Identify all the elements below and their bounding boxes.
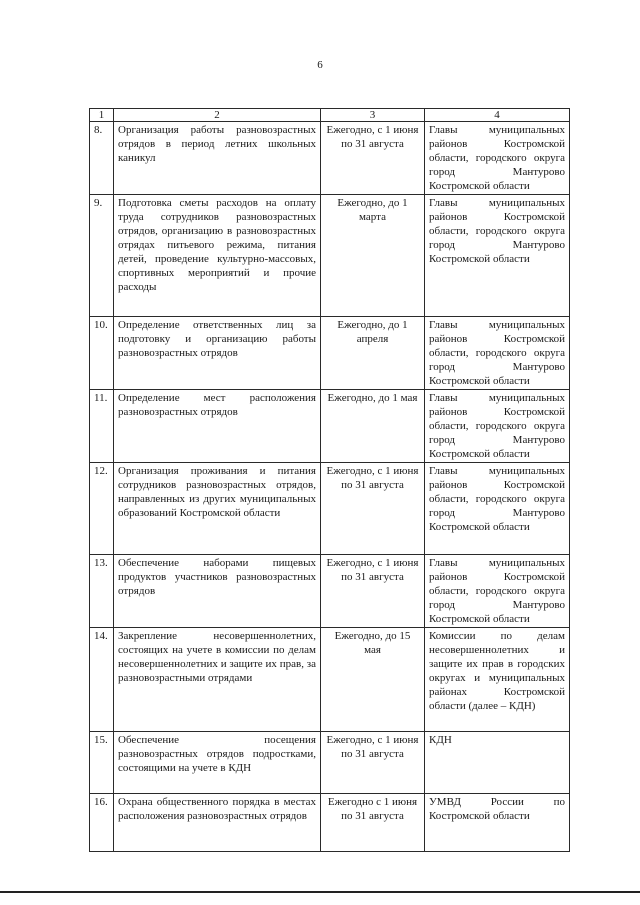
table-row <box>90 122 570 195</box>
row-description: Определение ответственных лиц за подготовку и организацию работы разновозрастных отрядов <box>114 317 321 390</box>
row-deadline: Ежегодно, с 1 июня по 31 августа <box>321 463 425 555</box>
row-responsible: УМВД России по Костромской области <box>425 794 570 852</box>
row-deadline: Ежегодно, с 1 июня по 31 августа <box>321 122 425 195</box>
row-description: Определение мест расположения разновозрастных отрядов <box>114 390 321 463</box>
row-responsible: Главы муниципальных районов Костромской области, городского округа город Мантурово Костромской области <box>425 390 570 463</box>
row-description: Охрана общественного порядка в местах расположения разновозрастных отрядов <box>114 794 321 852</box>
bottom-rule <box>0 891 640 893</box>
header-cell-2: 2 <box>114 109 321 122</box>
row-deadline: Ежегодно, до 15 мая <box>321 628 425 732</box>
row-number: 13. <box>90 555 114 628</box>
row-responsible: Комиссии по делам несовершеннолетних и защите их прав в городских округах и муниципальных районах Костромской области (далее – КДН) <box>425 628 570 732</box>
row-description: Обеспечение посещения разновозрастных отрядов подростками, состоящими на учете в КДН <box>114 732 321 794</box>
row-number: 14. <box>90 628 114 732</box>
row-deadline: Ежегодно, до 1 мая <box>321 390 425 463</box>
row-number: 10. <box>90 317 114 390</box>
table-row <box>90 317 570 390</box>
row-responsible: Главы муниципальных районов Костромской области, городского округа город Мантурово Костромской области <box>425 463 570 555</box>
row-responsible: Главы муниципальных районов Костромской области, городского округа город Мантурово Костромской области <box>425 122 570 195</box>
plan-table <box>89 108 570 852</box>
table-row <box>90 732 570 794</box>
row-number: 12. <box>90 463 114 555</box>
row-deadline: Ежегодно, до 1 апреля <box>321 317 425 390</box>
row-number: 8. <box>90 122 114 195</box>
row-description: Обеспечение наборами пищевых продуктов участников разновозрастных отрядов <box>114 555 321 628</box>
row-responsible: Главы муниципальных районов Костромской области, городского округа город Мантурово Костромской области <box>425 555 570 628</box>
row-responsible: Главы муниципальных районов Костромской области, городского округа город Мантурово Костромской области <box>425 317 570 390</box>
row-deadline: Ежегодно с 1 июня по 31 августа <box>321 794 425 852</box>
header-cell-3: 3 <box>321 109 425 122</box>
row-deadline: Ежегодно, с 1 июня по 31 августа <box>321 555 425 628</box>
row-deadline: Ежегодно, до 1 марта <box>321 195 425 317</box>
row-number: 9. <box>90 195 114 317</box>
row-responsible: КДН <box>425 732 570 794</box>
row-description: Организация проживания и питания сотрудников разновозрастных отрядов, направленных из других муниципальных образований Костромской области <box>114 463 321 555</box>
header-cell-4: 4 <box>425 109 570 122</box>
row-deadline: Ежегодно, с 1 июня по 31 августа <box>321 732 425 794</box>
table-row <box>90 628 570 732</box>
table-header-row <box>90 109 570 122</box>
page-number: 6 <box>317 59 323 71</box>
table-row <box>90 555 570 628</box>
table-row <box>90 390 570 463</box>
row-description: Подготовка сметы расходов на оплату труда сотрудников разновозрастных отрядов, организацию в разновозрастных отрядах питьевого режима, питания детей, проведение культурно-массовых, спортивных мероприятий и прочие расходы <box>114 195 321 317</box>
row-responsible: Главы муниципальных районов Костромской области, городского округа город Мантурово Костромской области <box>425 195 570 317</box>
row-number: 16. <box>90 794 114 852</box>
row-description: Закрепление несовершеннолетних, состоящих на учете в комиссии по делам несовершеннолетних и защите их прав, за разновозрастными отрядами <box>114 628 321 732</box>
row-number: 11. <box>90 390 114 463</box>
row-description: Организация работы разновозрастных отрядов в период летних школьных каникул <box>114 122 321 195</box>
row-number: 15. <box>90 732 114 794</box>
table-row <box>90 195 570 317</box>
table-row <box>90 794 570 852</box>
table-row <box>90 463 570 555</box>
header-cell-1: 1 <box>90 109 114 122</box>
